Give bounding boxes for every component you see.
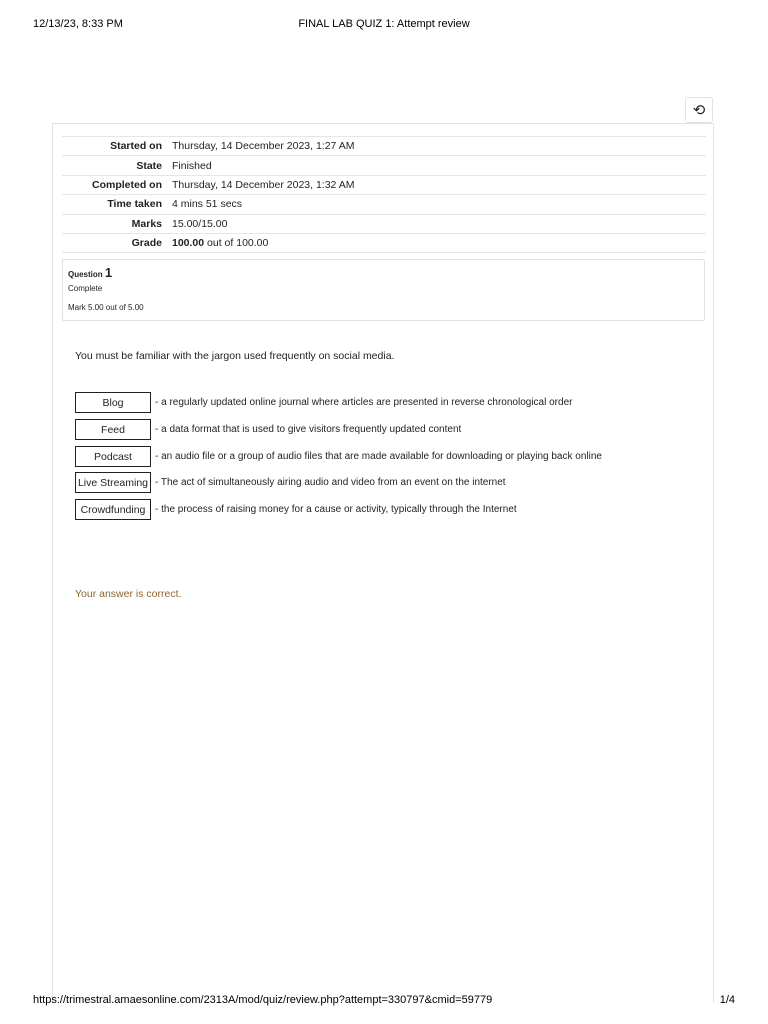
page-frame: [52, 123, 714, 1003]
summary-label: Marks: [62, 214, 170, 233]
summary-label: Started on: [62, 137, 170, 156]
print-header: [33, 18, 735, 32]
summary-row-completed-on: [62, 175, 706, 194]
summary-value: Thursday, 14 December 2023, 1:27 AM: [170, 137, 706, 156]
match-row: [75, 419, 461, 440]
summary-value: 15.00/15.00: [170, 214, 706, 233]
summary-label: State: [62, 156, 170, 175]
question-grade: Mark 5.00 out of 5.00: [68, 303, 144, 312]
summary-label: Completed on: [62, 175, 170, 194]
match-row: [75, 446, 602, 467]
summary-row-state: [62, 156, 706, 175]
summary-value: 4 mins 51 secs: [170, 195, 706, 214]
match-term-select[interactable]: Feed: [75, 419, 151, 440]
summary-row-grade: [62, 233, 706, 252]
question-state: Complete: [68, 284, 103, 293]
summary-label: Time taken: [62, 195, 170, 214]
question-info-box: [62, 259, 705, 321]
print-title: FINAL LAB QUIZ 1: Attempt review: [298, 18, 470, 30]
summary-value: Finished: [170, 156, 706, 175]
match-row: [75, 472, 506, 493]
question-number-value: 1: [104, 265, 113, 280]
match-term-select[interactable]: Live Streaming: [75, 472, 151, 493]
match-row: [75, 392, 572, 413]
summary-value: [170, 233, 706, 252]
grade-out-of: out of 100.00: [204, 237, 269, 250]
match-definition: - a data format that is used to give visitors frequently updated content: [155, 424, 462, 435]
summary-row-marks: [62, 214, 706, 233]
match-definition: - The act of simultaneously airing audio and video from an event on the internet: [155, 477, 506, 488]
print-datetime: 12/13/23, 8:33 PM: [33, 18, 123, 30]
print-url: https://trimestral.amaesonline.com/2313A/mod/quiz/review.php?attempt=330797&cmid=59779: [33, 994, 493, 1006]
question-number: [68, 265, 112, 280]
summary-row-started-on: [62, 137, 706, 156]
restore-view-button[interactable]: [685, 97, 713, 123]
question-text: You must be familiar with the jargon used frequently on social media.: [75, 350, 395, 362]
history-icon: ⟲: [692, 102, 706, 119]
match-definition: - the process of raising money for a cause or activity, typically through the Internet: [155, 504, 517, 515]
summary-row-time-taken: [62, 195, 706, 214]
question-prefix: Question: [68, 270, 103, 279]
match-term-select[interactable]: Podcast: [75, 446, 151, 467]
print-page-number: 1/4: [719, 994, 735, 1006]
match-term-select[interactable]: Blog: [75, 392, 151, 413]
match-term-select[interactable]: Crowdfunding: [75, 499, 151, 520]
summary-value: Thursday, 14 December 2023, 1:32 AM: [170, 175, 706, 194]
summary-label: Grade: [62, 233, 170, 252]
answer-feedback: Your answer is correct.: [75, 588, 182, 600]
match-row: [75, 499, 517, 520]
grade-value: 100.00: [172, 237, 205, 250]
attempt-summary-table: [62, 136, 706, 253]
match-definition: - a regularly updated online journal where articles are presented in reverse chronological order: [155, 397, 573, 408]
match-definition: - an audio file or a group of audio files that are made available for downloading or playing back online: [155, 451, 602, 462]
